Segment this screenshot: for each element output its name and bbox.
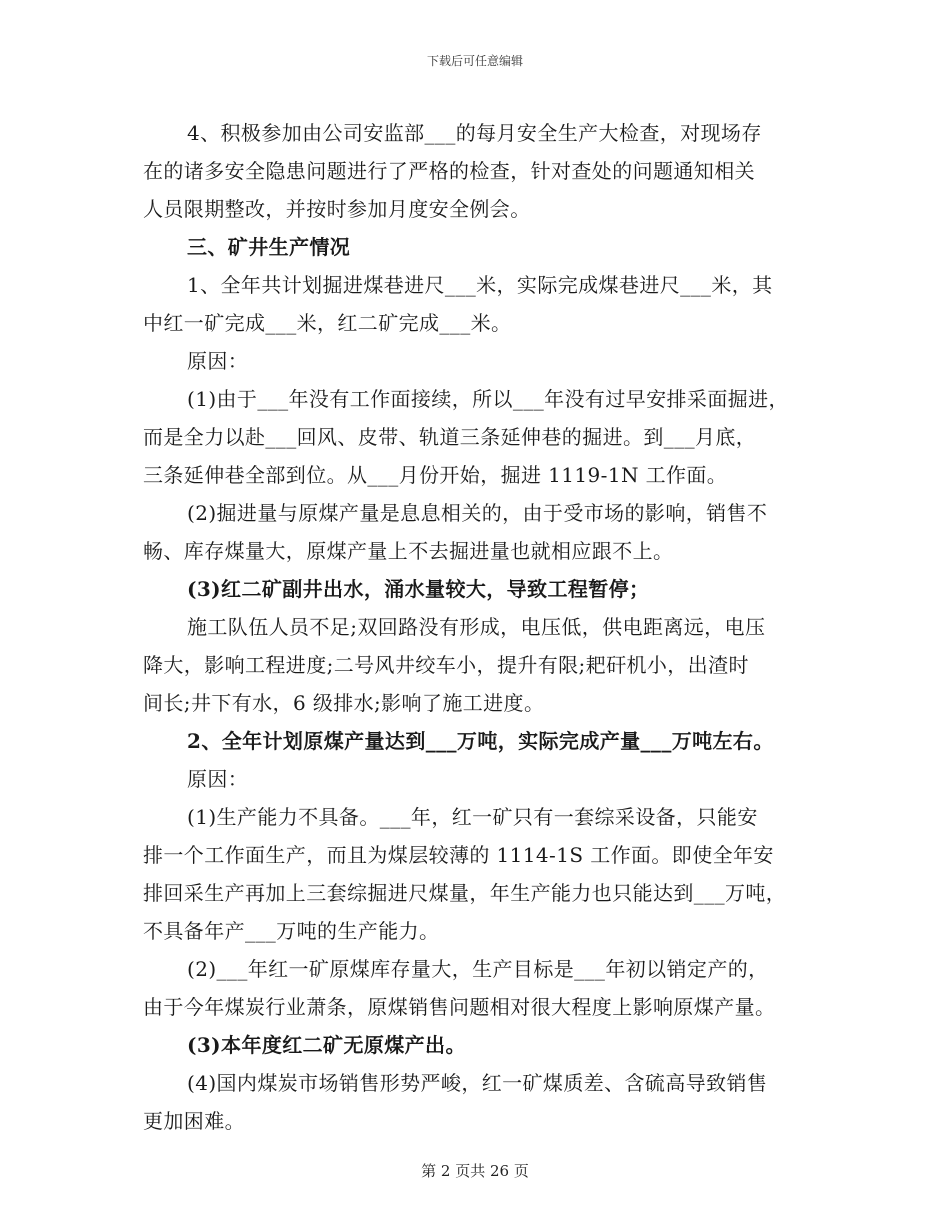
body-text-line: 更加困难。 <box>143 1109 245 1133</box>
body-text-line: 降大，影响工程进度;二号风井绞车小，提升有限;耙矸机小，出渣时 <box>143 653 749 677</box>
section-heading-line: 2、全年计划原煤产量达到___万吨，实际完成产量___万吨左右。 <box>187 729 774 753</box>
body-text-line: 人员限期整改，并按时参加月度安全例会。 <box>143 197 531 221</box>
section-heading-line: 三、矿井生产情况 <box>187 235 351 259</box>
page-header: 下载后可任意编辑 <box>426 54 523 68</box>
body-text-line: 而是全力以赴___回风、皮带、轨道三条延伸巷的掘进。到___月底， <box>143 425 757 449</box>
body-text-line: (1)由于___年没有工作面接续，所以___年没有过早安排采面掘进， <box>187 387 789 411</box>
body-text-line: 中红一矿完成___米，红二矿完成___米。 <box>143 311 512 335</box>
body-text-line: 不具备年产___万吨的生产能力。 <box>143 919 440 943</box>
body-text-line: (2)___年红一矿原煤库存量大，生产目标是___年初以销定产的， <box>187 957 769 981</box>
body-text-line: (2)掘进量与原煤产量是息息相关的，由于受市场的影响，销售不 <box>187 501 768 525</box>
body-text-line: (1)生产能力不具备。___年，红一矿只有一套综采设备，只能安 <box>187 805 758 829</box>
body-text-line: 畅、库存煤量大，原煤产量上不去掘进量也就相应跟不上。 <box>143 539 674 563</box>
body-text-line: 排一个工作面生产，而且为煤层较薄的 1114-1S 工作面。即使全年安 <box>143 843 774 867</box>
body-text-line: 原因： <box>187 349 249 373</box>
body-text-line: 1、全年共计划掘进煤巷进尺___米，实际完成煤巷进尺___米，其 <box>187 273 773 297</box>
body-text-line: (4)国内煤炭市场销售形势严峻，红一矿煤质差、含硫高导致销售 <box>187 1071 768 1095</box>
body-text-line: 原因： <box>187 767 249 791</box>
section-heading-line: (3)红二矿副井出水，涌水量较大，导致工程暂停； <box>187 577 650 601</box>
page-footer: 第 2 页共 26 页 <box>421 1162 529 1180</box>
body-text-line: 在的诸多安全隐患问题进行了严格的检查，针对查处的问题通知相关 <box>143 159 755 183</box>
section-heading-line: (3)本年度红二矿无原煤产出。 <box>187 1033 466 1057</box>
body-text-line: 施工队伍人员不足;双回路没有形成，电压低，供电距离远，电压 <box>187 615 766 639</box>
body-text-line: 4、积极参加由公司安监部___的每月安全生产大检查，对现场存 <box>187 121 762 145</box>
body-text-line: 三条延伸巷全部到位。从___月份开始，掘进 1119-1N 工作面。 <box>143 463 728 487</box>
document-body <box>143 114 823 1140</box>
body-text-line: 间长;井下有水，6 级排水;影响了施工进度。 <box>143 691 545 715</box>
body-text-line: 排回采生产再加上三套综掘进尺煤量，年生产能力也只能达到___万吨， <box>143 881 787 905</box>
body-text-line: 由于今年煤炭行业萧条，原煤销售问题相对很大程度上影响原煤产量。 <box>143 995 776 1019</box>
